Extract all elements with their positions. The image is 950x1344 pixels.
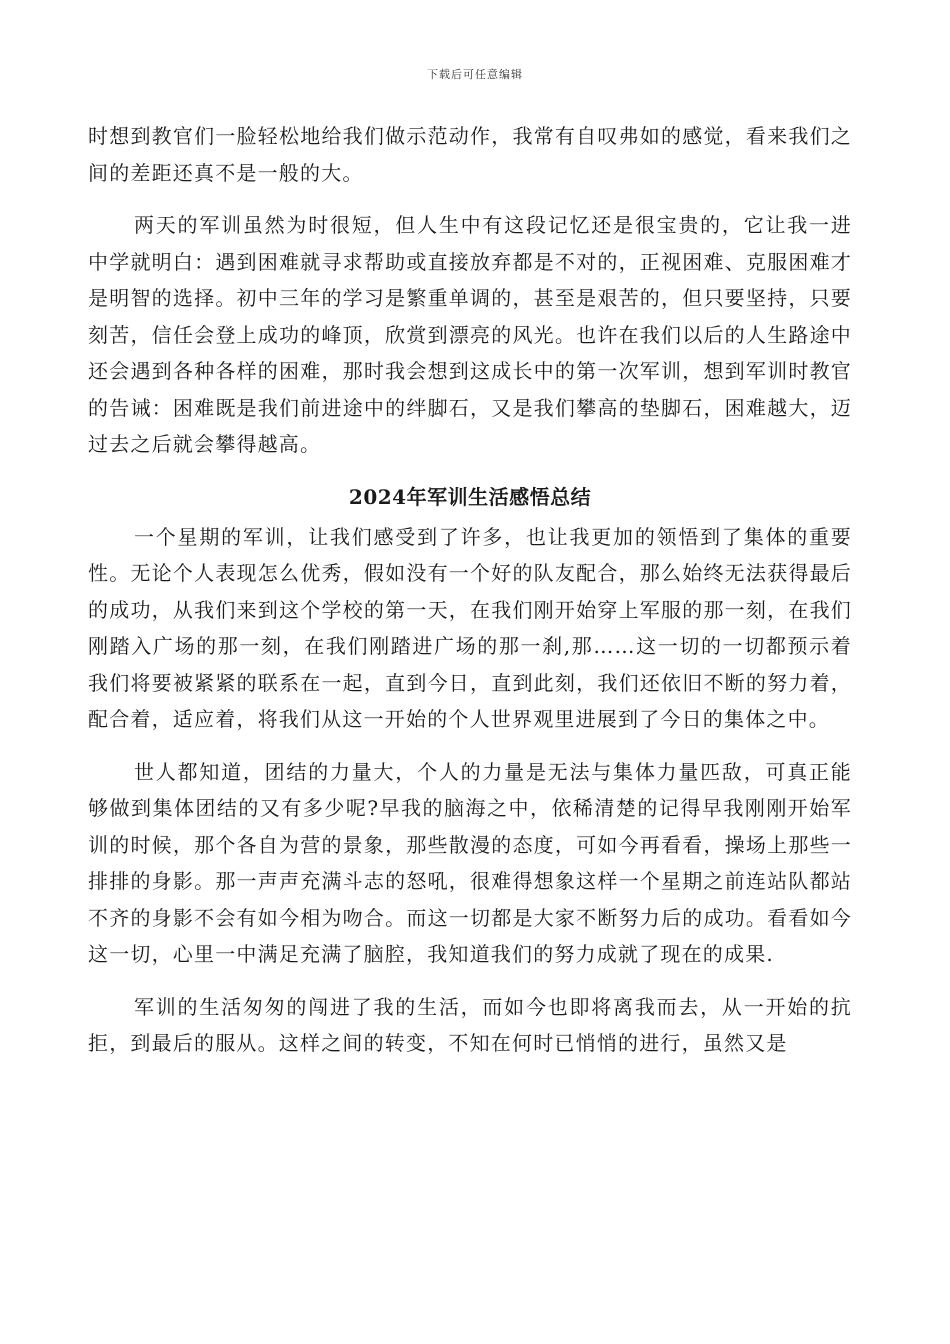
paragraph-continuation: 时想到教官们一脸轻松地给我们做示范动作，我常有自叹弗如的感觉，看来我们之间的差距还真不是一般的大。: [88, 124, 852, 185]
document-body: [88, 118, 852, 1062]
paragraph-gap: [88, 463, 852, 479]
page-header-note: 下载后可任意编辑: [427, 68, 523, 81]
section-title: 2024年军训生活感悟总结: [348, 484, 592, 509]
paragraph-collective: 一个星期的军训，让我们感受到了许多，也让我更加的领悟到了集体的重要性。无论个人表现怎么优秀，假如没有一个好的队友配合，那么始终无法获得最后的成功，从我们来到这个学校的第一天，在我们刚开始穿上军服的那一刻，在我们刚踏入广场的那一刻，在我们刚踏进广场的那一刹,那……这一切的一切都预示着我们将要被紧紧的联系在一起，直到今日，直到此刻，我们还依旧不断的努力着，配合着，适应着，将我们从这一开始的个人世界观里进展到了今日的集体之中。: [88, 524, 852, 731]
paragraph-reflection: 两天的军训虽然为时很短，但人生中有这段记忆还是很宝贵的，它让我一进中学就明白：遇到困难就寻求帮助或直接放弃都是不对的，正视困难、克服困难才是明智的选择。初中三年的学习是繁重单调的，甚至是艰苦的，但只要坚持，只要刻苦，信任会登上成功的峰顶，欣赏到漂亮的风光。也许在我们以后的人生路途中还会遇到各种各样的困难，那时我会想到这成长中的第一次军训，想到军训时教官的告诫：困难既是我们前进途中的绊脚石，又是我们攀高的垫脚石，困难越大，迈过去之后就会攀得越高。: [88, 213, 852, 456]
paragraph-unity: 世人都知道，团结的力量大，个人的力量是无法与集体力量匹敌，可真正能够做到集体团结的又有多少呢?早我的脑海之中，依稀清楚的记得早我刚刚开始军训的时候，那个各自为营的景象，那些散漫的态度，可如今再看看，操场上那些一排排的身影。那一声声充满斗志的怒吼，很难得想象这样一个星期之前连站队都站不齐的身影不会有如今相为吻合。而这一切都是大家不断努力后的成功。看看如今这一切，心里一中满足充满了脑腔，我知道我们的努力成就了现在的成果.: [88, 759, 852, 966]
paragraph-gap: [88, 973, 852, 989]
paragraph-gap: [88, 191, 852, 207]
paragraph-ending: 军训的生活匆匆的闯进了我的生活，而如今也即将离我而去，从一开始的抗拒，到最后的服从。这样之间的转变，不知在何时已悄悄的进行，虽然又是: [88, 994, 852, 1055]
paragraph-gap: [88, 738, 852, 754]
